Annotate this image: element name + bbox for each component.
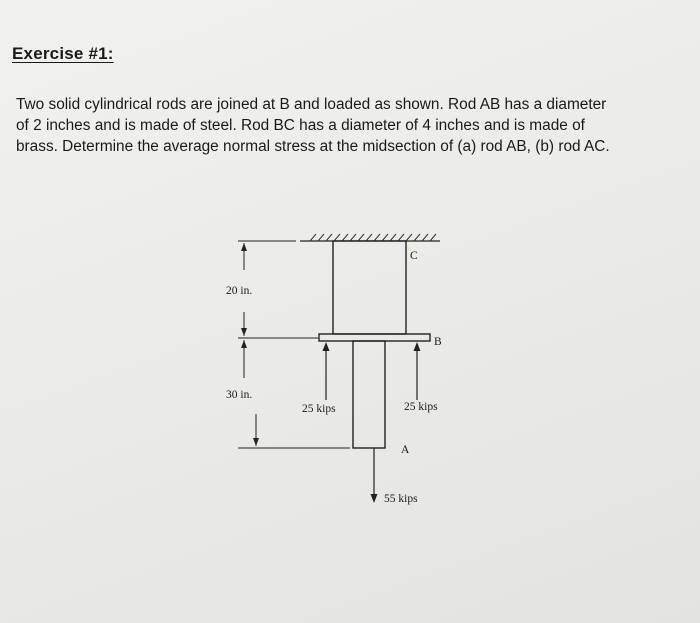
arrowhead — [371, 494, 378, 503]
label-c: C — [410, 250, 418, 262]
arrowhead — [241, 328, 247, 336]
label-a: A — [401, 444, 410, 456]
rod-ab — [353, 341, 385, 448]
problem-line: Two solid cylindrical rods are joined at B and loaded as shown. Rod AB has a diameter — [16, 96, 607, 113]
arrowhead — [241, 340, 247, 348]
support-hatching — [310, 234, 436, 241]
exercise-heading: Exercise #1: — [12, 44, 114, 63]
dimension-lower-label: 30 in. — [226, 389, 253, 401]
problem-line: brass. Determine the average normal stress at the midsection of (a) rod AB, (b) rod AC. — [16, 138, 610, 155]
rod-bc — [333, 241, 406, 334]
collar-b — [319, 334, 430, 341]
dimension-upper-label: 20 in. — [226, 285, 253, 297]
load-right-label: 25 kips — [404, 401, 438, 413]
arrowhead — [323, 342, 330, 351]
label-b: B — [434, 336, 442, 348]
load-bottom-label: 55 kips — [384, 493, 418, 505]
problem-line: of 2 inches and is made of steel. Rod BC has a diameter of 4 inches and is made of — [16, 117, 585, 134]
arrowhead — [241, 243, 247, 251]
arrowhead — [253, 438, 259, 446]
arrowhead — [414, 342, 421, 351]
load-left-label: 25 kips — [302, 403, 336, 415]
